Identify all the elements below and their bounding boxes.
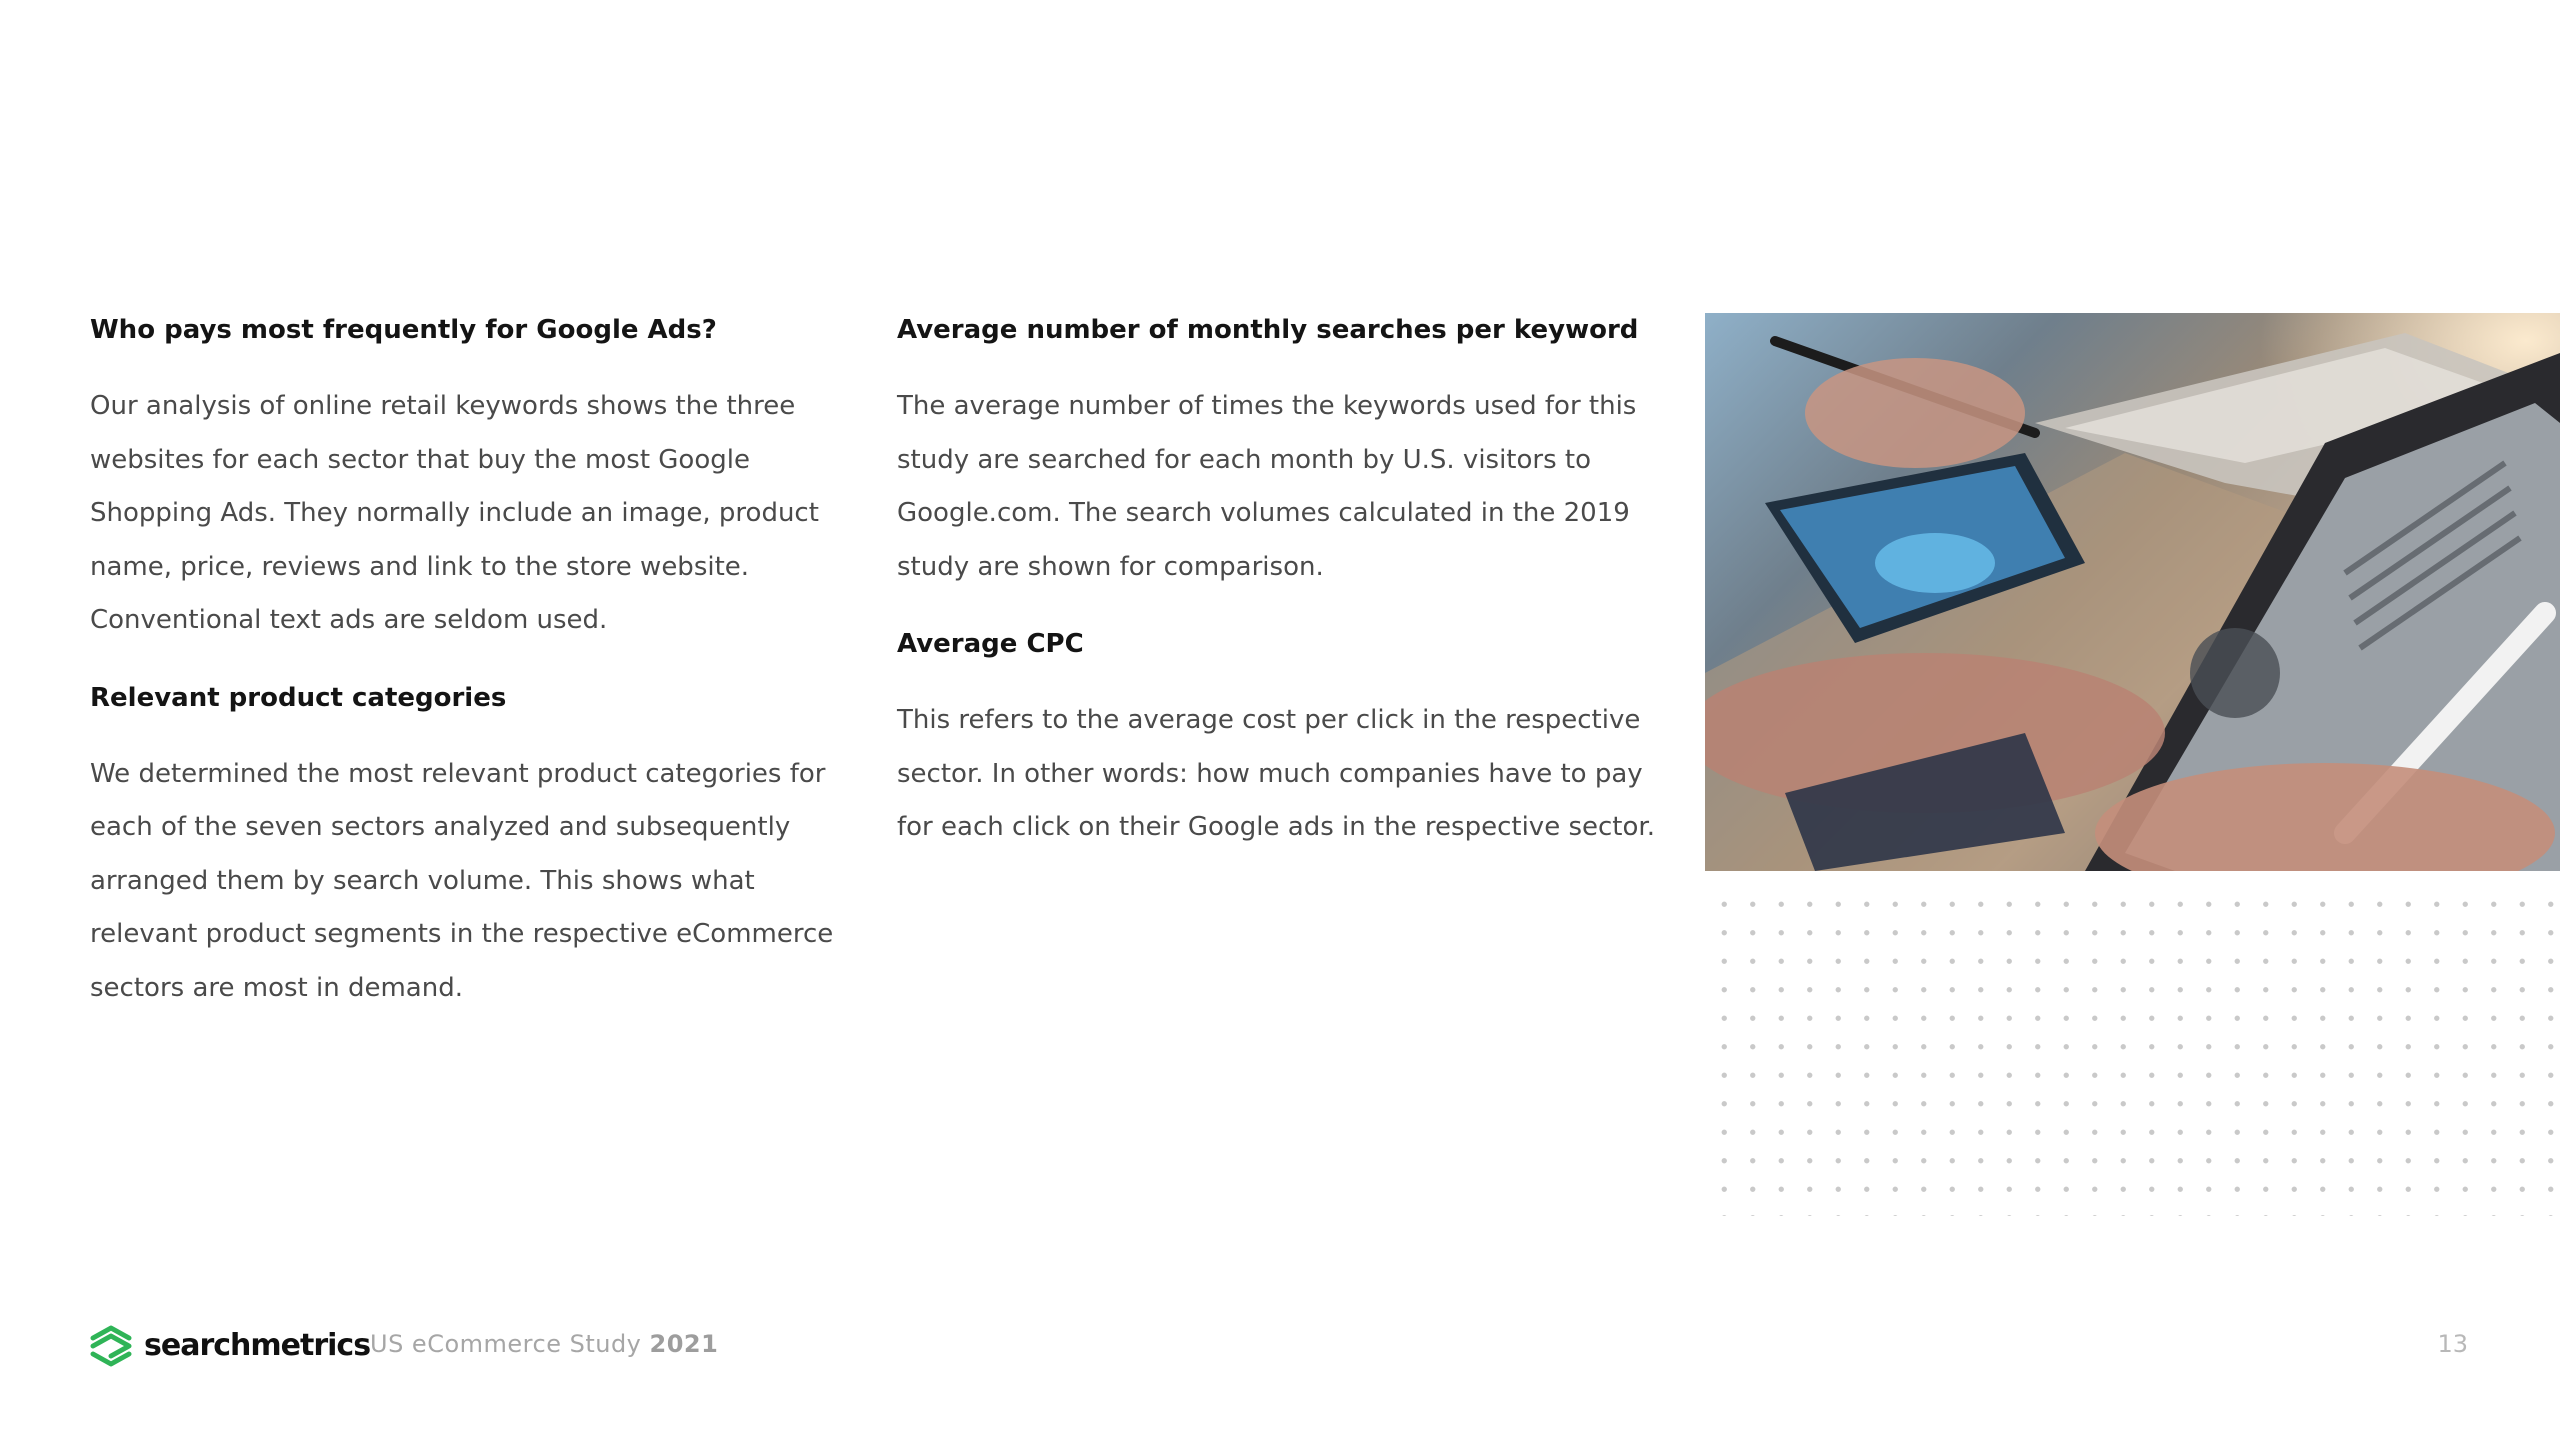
section-heading-monthly-searches: Average number of monthly searches per keyword	[897, 315, 1639, 345]
photo-illustration	[1705, 313, 2560, 871]
middle-column	[897, 300, 1667, 875]
dot-pattern-decoration	[1705, 884, 2560, 1216]
paragraph-average-cpc: This refers to the average cost per click in the respective sector. In other words: how much companies have to pay for each click on their Google ads in the respective sector.	[897, 705, 1655, 842]
business-tablet-photo	[1705, 313, 2560, 871]
document-title	[370, 1330, 718, 1358]
paragraph-product-categories: We determined the most relevant product categories for each of the seven sectors analyzed and subsequently arranged them by search volume. This shows what relevant product segments in the respective eCommerce sectors are most in demand.	[90, 758, 834, 1003]
searchmetrics-logo	[88, 1322, 370, 1368]
page-number: 13	[2437, 1330, 2468, 1358]
brand-name: searchmetrics	[144, 1327, 371, 1363]
left-column	[90, 300, 860, 1035]
section-heading-google-ads: Who pays most frequently for Google Ads?	[90, 315, 717, 345]
section-heading-average-cpc: Average CPC	[897, 629, 1084, 659]
document-title-text: US eCommerce Study	[370, 1330, 642, 1358]
paragraph-monthly-searches: The average number of times the keywords used for this study are searched for each month by U.S. visitors to Google.com. The search volumes calculated in the 2019 study are shown for comparison.	[897, 391, 1637, 582]
section-heading-product-categories: Relevant product categories	[90, 682, 507, 713]
document-year: 2021	[649, 1330, 719, 1358]
searchmetrics-logo-icon	[88, 1322, 134, 1368]
paragraph-google-ads: Our analysis of online retail keywords shows the three websites for each sector that buy the most Google Shopping Ads. They normally include an image, product name, price, reviews and link to the store website. Conventional text ads are seldom used.	[90, 391, 819, 635]
